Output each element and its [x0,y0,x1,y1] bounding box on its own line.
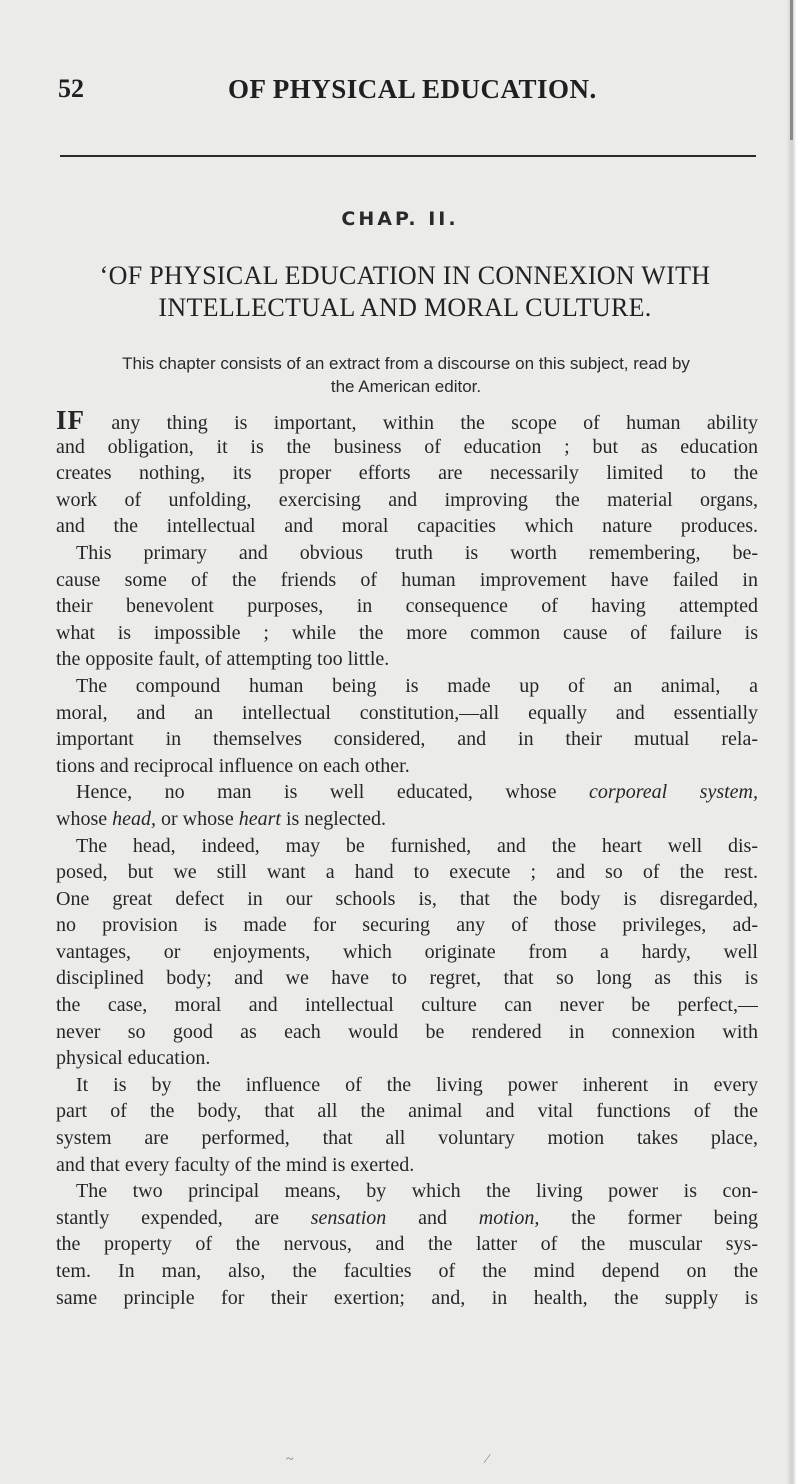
chapter-note-line: This chapter consists of an extract from a discourse on this subject, read by [122,354,690,373]
text-line: what is impossible ; while the more common cause of failure is [56,621,758,644]
text-line: same principle for their exertion; and, in health, the supply is [56,1286,758,1309]
text-line: whose head, or whose heart is neglected. [56,807,386,830]
header-rule [60,155,756,157]
text-line: creates nothing, its proper efforts are necessarily limited to the [56,462,758,485]
text-line: vantages, or enjoyments, which originate from a hardy, well [56,940,758,963]
text-line: The compound human being is made up of an animal, a [76,674,758,697]
text-line: The head, indeed, may be furnished, and the heart well dis- [76,834,758,857]
page-number: 52 [58,74,84,103]
text-line: their benevolent purposes, in consequence of having attempted [56,595,758,618]
text-line: One great defect in our schools is, that the body is disregarded, [56,887,758,910]
chapter-note [56,352,756,398]
text-line: It is by the influence of the living power inherent in every [76,1073,758,1096]
text-line: the case, moral and intellectual culture can never be perfect,— [56,994,758,1017]
text-line: posed, but we still want a hand to execute ; and so of the rest. [56,861,758,884]
text-line: the opposite fault, of attempting too little. [56,648,390,671]
text-line: never so good as each would be rendered in connexion with [56,1020,758,1043]
text-line: moral, and an intellectual constitution,—all equally and essentially [56,701,758,724]
text-line: important in themselves considered, and in their mutual rela- [56,728,758,751]
text-line: The two principal means, by which the living power is con- [76,1180,758,1203]
text-line: tions and reciprocal influence on each other. [56,754,410,777]
italic-phrase: sensation [310,1206,387,1229]
italic-phrase: heart [238,807,281,830]
text-line: the property of the nervous, and the latter of the muscular sys- [56,1233,758,1256]
drop-initial: IF [56,407,85,434]
chapter-note-line: the American editor. [330,377,482,396]
text-line: part of the body, that all the animal and vital functions of the [56,1100,758,1123]
text-line: disciplined body; and we have to regret, that so long as this is [56,967,758,990]
page-header [58,74,718,108]
text-line: stantly expended, are sensation and motion, the former being [56,1206,758,1229]
text-line: no provision is made for securing any of those privileges, ad- [56,914,758,937]
text-line: and that every faculty of the mind is exerted. [56,1153,415,1176]
chapter-title-line: INTELLECTUAL AND MORAL CULTURE. [158,293,652,322]
text-line: This primary and obvious truth is worth remembering, be- [76,541,758,564]
text-line: cause some of the friends of human improvement have failed in [56,568,758,591]
footer-mark: ⁄ [486,1452,489,1467]
text-line: and the intellectual and moral capacities which nature produces. [56,515,758,538]
footer-mark: ~ [286,1452,294,1467]
text-line: tem. In man, also, the faculties of the mind depend on the [56,1260,758,1282]
italic-phrase: corporeal system, [589,781,758,804]
text-line: and obligation, it is the business of education ; but as education [56,435,758,458]
footer-marks [0,1452,800,1472]
chapter-title [60,260,750,324]
text-line: IF any thing is important, within the scope of human ability [56,407,758,434]
text-line: work of unfolding, exercising and improving the material organs, [56,488,758,511]
text-line: system are performed, that all voluntary motion takes place, [56,1127,758,1150]
text-line: Hence, no man is well educated, whose corporeal system, [76,781,758,804]
italic-phrase: motion, [478,1206,540,1229]
text-line: physical education. [56,1047,211,1070]
italic-phrase: head, [112,807,156,830]
body-text [56,407,758,1311]
chapter-label: CHAP. II. [341,208,459,230]
chapter-title-line: ‘OF PHYSICAL EDUCATION IN CONNEXION WITH [99,261,711,290]
running-head: OF PHYSICAL EDUCATION. [228,74,597,104]
